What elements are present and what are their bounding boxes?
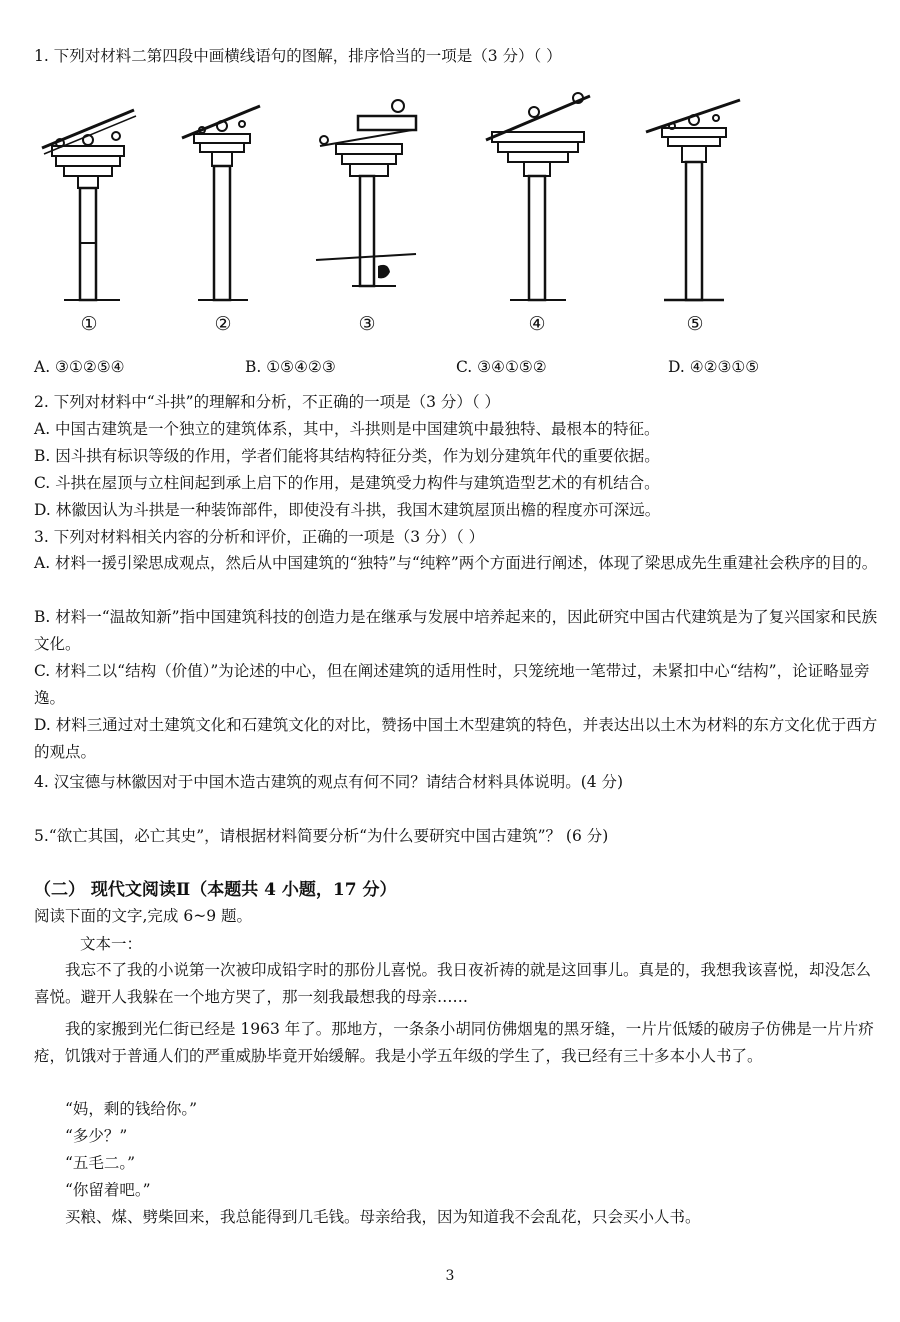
- q3-option-d: D. 材料三通过对土建筑文化和石建筑文化的对比，赞扬中国土木型建筑的特色，并表达出以土木为材料的东方文化优于西方的观点。: [34, 716, 878, 761]
- dougong-figures: [34, 88, 764, 338]
- dougong-drawing-5: [640, 88, 750, 308]
- q1-option-a: A. ③①②⑤④: [34, 358, 125, 376]
- question-4: 4. 汉宝德与林徽因对于中国木造古建筑的观点有何不同？请结合材料具体说明。(4 分): [34, 773, 624, 791]
- dougong-drawing-2: [168, 88, 278, 308]
- question-2-stem: 2. 下列对材料中“斗拱”的理解和分析，不正确的一项是（3 分）（ ）: [34, 393, 501, 411]
- dougong-drawing-1: [34, 88, 144, 308]
- q1-option-c: C. ③④①⑤②: [456, 358, 547, 376]
- figure-label-4: ④: [528, 313, 546, 335]
- figure-label-2: ②: [214, 313, 232, 335]
- q1-option-b: B. ①⑤④②③: [245, 358, 336, 376]
- figure-label-5: ⑤: [686, 313, 704, 335]
- q2-option-a: A. 中国古建筑是一个独立的建筑体系，其中，斗拱则是中国建筑中最独特、最根本的特征。: [34, 420, 660, 438]
- passage-dialogue-4: “你留着吧。”: [65, 1181, 151, 1199]
- section-2-title: （二） 现代文阅读Ⅱ（本题共 4 小题，17 分）: [34, 880, 397, 900]
- q3-option-a: A. 材料一援引梁思成观点，然后从中国建筑的“独特”与“纯粹”两个方面进行阐述，体现了梁思成先生重建社会秩序的目的。: [34, 554, 878, 572]
- q3-option-c: C. 材料二以“结构（价值）”为论述的中心，但在阐述建筑的适用性时，只笼统地一笔带过，未紧扣中心“结构”，论证略显旁逸。: [34, 662, 870, 707]
- passage-paragraph-3: 买粮、煤、劈柴回来，我总能得到几毛钱。母亲给我，因为知道我不会乱花，只会买小人书。: [65, 1208, 701, 1226]
- figure-label-3: ③: [358, 313, 376, 335]
- figure-2: [168, 88, 278, 308]
- dougong-drawing-4: [482, 88, 592, 308]
- figure-1: [34, 88, 144, 308]
- question-3-stem: 3. 下列对材料相关内容的分析和评价，正确的一项是（3 分）（ ）: [34, 528, 485, 546]
- q1-option-d: D. ④②③①⑤: [668, 358, 760, 376]
- section-2-instruction: 阅读下面的文字,完成 6~9 题。: [34, 907, 252, 925]
- q3-option-b: B. 材料一“温故知新”指中国建筑科技的创造力是在继承与发展中培养起来的，因此研究中国古代建筑是为了复兴国家和民族文化。: [34, 608, 878, 653]
- figure-label-1: ①: [80, 313, 98, 335]
- dougong-drawing-3: [312, 88, 422, 308]
- text-one-label: 文本一：: [80, 935, 143, 953]
- q2-option-c: C. 斗拱在屋顶与立柱间起到承上启下的作用，是建筑受力构件与建筑造型艺术的有机结合。: [34, 474, 660, 492]
- q2-option-d: D. 林徽因认为斗拱是一种装饰部件，即使没有斗拱，我国木建筑屋顶出檐的程度亦可深远。: [34, 501, 661, 519]
- passage-dialogue-2: “多少？”: [65, 1127, 128, 1145]
- passage-dialogue-3: “五毛二。”: [65, 1154, 136, 1172]
- question-1-stem: 1. 下列对材料二第四段中画横线语句的图解，排序恰当的一项是（3 分）（ ）: [34, 47, 562, 65]
- figure-5: [640, 88, 750, 308]
- question-5: 5.“欲亡其国，必亡其史”，请根据材料简要分析“为什么要研究中国古建筑”？ (6 分): [34, 827, 609, 845]
- page-number: 3: [445, 1268, 455, 1284]
- passage-paragraph-1: 我忘不了我的小说第一次被印成铅字时的那份儿喜悦。我日夜祈祷的就是这回事儿。真是的，我想我该喜悦，却没怎么喜悦。避开人我躲在一个地方哭了，那一刻我最想我的母亲……: [34, 961, 872, 1006]
- passage-dialogue-1: “妈，剩的钱给你。”: [65, 1100, 198, 1118]
- figure-4: [482, 88, 592, 308]
- q2-option-b: B. 因斗拱有标识等级的作用，学者们能将其结构特征分类，作为划分建筑年代的重要依据。: [34, 447, 660, 465]
- passage-paragraph-2: 我的家搬到光仁街已经是 1963 年了。那地方，一条条小胡同仿佛烟鬼的黑牙缝，一片片低矮的破房子仿佛是一片片疥疮，饥饿对于普通人们的严重威胁毕竟开始缓解。我是小学五年级的学生了，我已经有三十多本小人书了。: [34, 1020, 874, 1065]
- figure-3: [312, 88, 422, 308]
